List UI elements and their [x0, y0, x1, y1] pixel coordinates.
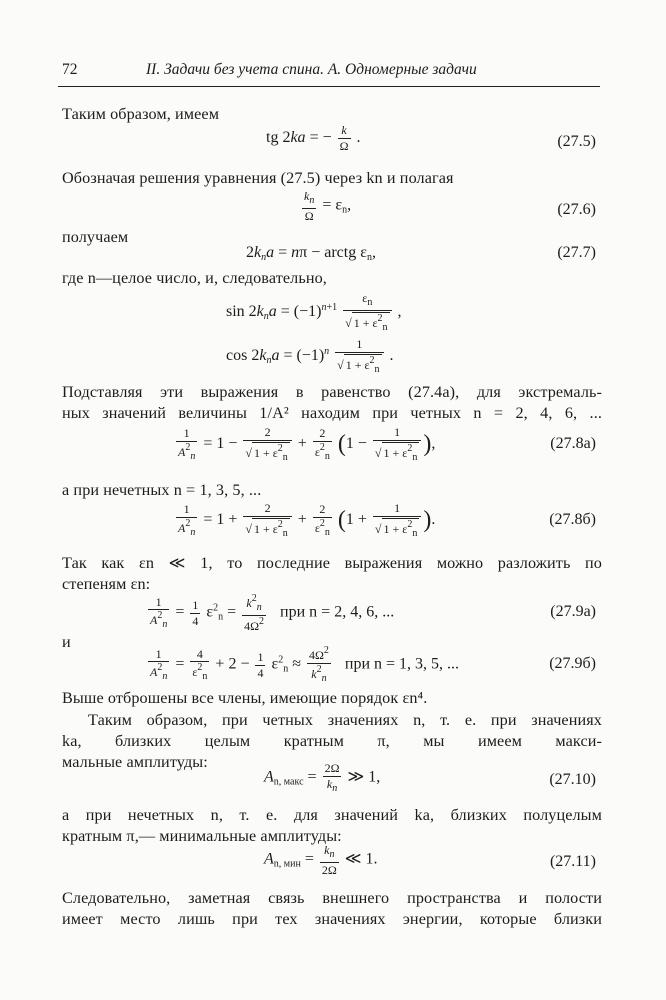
equation-number: (27.8б): [549, 511, 596, 528]
equation-27-7: $2k_na = n\pi$ − arctg $\varepsilon_n$,: [246, 244, 376, 263]
paragraph-text: и: [62, 633, 71, 651]
header-rule: [58, 86, 600, 87]
equation-27-9b: $\frac{1}{A^2_n}$ = $\frac{4}{\varepsilon^2_n}$ + 2 − $\frac{1}{4}$ $\varepsilon^2_n$ ≈ $\frac{4\Omega^2}{k^2_n}$ при n = 1, 3, 5, ...: [150, 645, 460, 684]
paragraph-text: Так как εn ≪ 1, то последние выражения можно разложить по: [62, 554, 602, 572]
paragraph-text: имеет место лишь при тех значениях энергии, которые близки: [62, 910, 602, 928]
paragraph-text: ka, близких целым кратным π, мы имеем макси-: [62, 732, 602, 750]
equation-condition: при n = 2, 4, 6, ...: [280, 603, 395, 621]
equation-27-10: $A_{n, макс}$ = $\frac{2\Omega}{k_n}$ ≫ 1,: [264, 761, 381, 794]
paragraph-text: Подставляя эти выражения в равенство (27.4a), для экстремаль-: [62, 383, 602, 401]
paragraph-text: Обозначая решения уравнения (27.5) через kn и полагая: [62, 169, 454, 187]
paragraph-text: мальные амплитуды:: [62, 753, 208, 771]
equation-sin: $\sin 2k_na = (-1)^{n+1}$ $\frac{\varepsilon_n}{√ 1 + \varepsilon^2_n}$ ,: [226, 291, 402, 333]
equation-27-8a: $\frac{1}{A^2_n}$ = 1 − $\frac{2}{√ 1 + \varepsilon^2_n}$ + $\frac{2}{\varepsilon^2_n}$ (1 − $\frac{1}{√ 1 + \varepsilon^2_n}$ ),: [178, 425, 436, 463]
equation-27-6: $\frac{k_n}{\Omega}$ = $\varepsilon_n$,: [304, 189, 352, 223]
equation-27-5: tg 2ka = − $\frac{k}{\Omega}$ .: [266, 123, 361, 153]
equation-subscript: n, мин: [273, 858, 301, 870]
equation-27-8b: $\frac{1}{A^2_n}$ = 1 + $\frac{2}{√ 1 + \varepsilon^2_n}$ + $\frac{2}{\varepsilon^2_n}$ (1 + $\frac{1}{√ 1 + \varepsilon^2_n}$ ).: [178, 501, 436, 539]
equation-number: (27.7): [557, 244, 596, 261]
paragraph-text: получаем: [62, 228, 129, 246]
paragraph-text: где n—целое число, и, следовательно,: [62, 269, 327, 287]
paragraph-text: Следовательно, заметная связь внешнего пространства и полости: [62, 889, 602, 907]
equation-subscript: n, макс: [273, 776, 304, 788]
equation-number: (27.11): [549, 853, 596, 870]
equation-number: (27.9б): [549, 655, 596, 672]
paragraph-text: а при нечетных n = 1, 3, 5, ...: [62, 481, 262, 499]
equation-cos: $\cos 2k_na = (-1)^n$ $\frac{1}{√ 1 + \varepsilon^2_n}$ .: [226, 337, 394, 375]
equation-number: (27.6): [557, 201, 596, 218]
equation-number: (27.8a): [550, 435, 596, 452]
paragraph-text: степеням εn:: [62, 575, 151, 593]
paragraph-text: Таким образом, имеем: [62, 105, 220, 123]
paragraph-text: Выше отброшены все члены, имеющие порядок εn⁴.: [62, 689, 428, 707]
paragraph-text: ных значений величины 1/A² находим при четных n = 2, 4, 6, ...: [62, 404, 602, 422]
equation-number: (27.5): [557, 133, 596, 150]
paragraph-text: Таким образом, при четных значениях n, т. е. при значениях: [88, 711, 602, 729]
equation-number: (27.10): [549, 771, 596, 788]
equation-number: (27.9a): [550, 603, 596, 620]
running-title: II. Задачи без учета спина. А. Одномерные задачи: [146, 61, 477, 78]
equation-27-11: $A_{n, мин}$ = $\frac{k_n}{2\Omega}$ ≪ 1.: [264, 843, 378, 877]
equation-condition: при n = 1, 3, 5, ...: [344, 655, 460, 673]
paragraph-text: кратным π,— минимальные амплитуды:: [62, 827, 342, 845]
page-number: 72: [62, 61, 78, 78]
equation-27-9a: $\frac{1}{A^2_n}$ = $\frac{1}{4}$ $\varepsilon^2_n$ = $\frac{k^2_n}{4\Omega^2}$ при n = 2, 4, 6, ...: [150, 593, 395, 633]
paragraph-text: а при нечетных n, т. е. для значений ka, близких полуцелым: [62, 806, 602, 824]
